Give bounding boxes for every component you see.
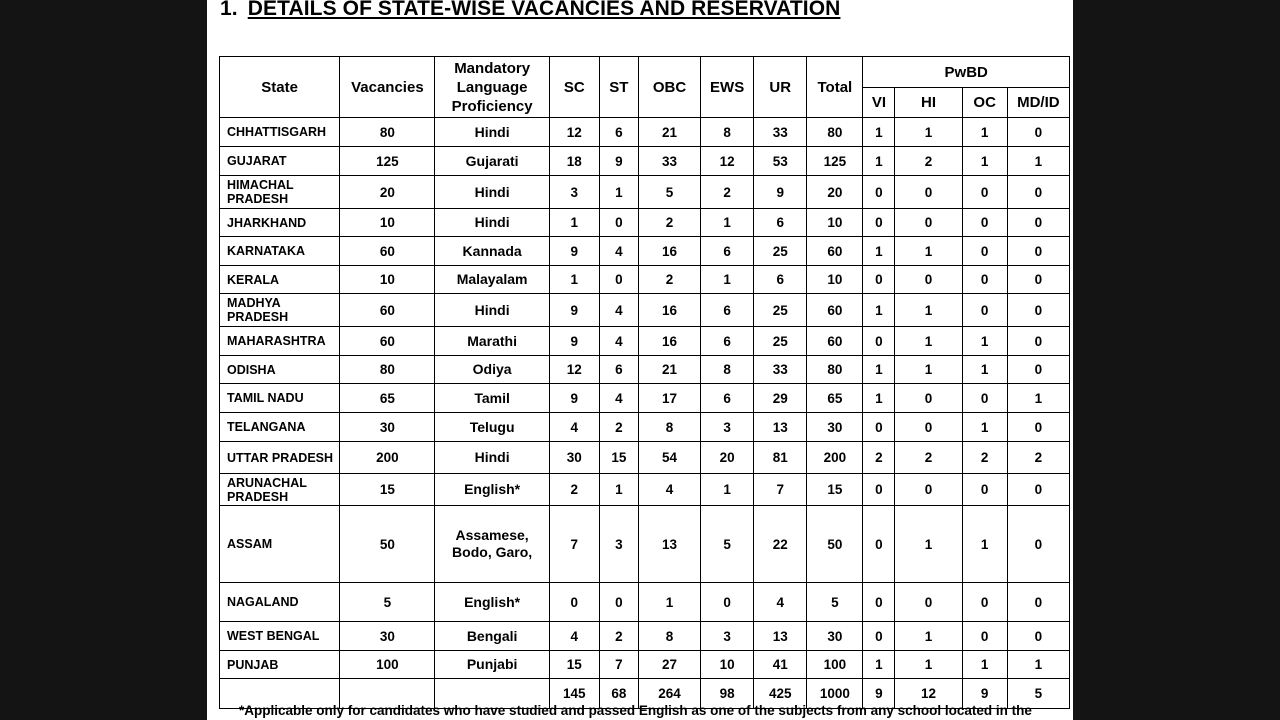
cell-ews: 2 <box>701 176 754 209</box>
cell-language: Malayalam <box>435 266 549 294</box>
cell-state: MAHARASHTRA <box>220 327 340 356</box>
cell-vi: 2 <box>863 442 895 474</box>
cell-state: HIMACHAL PRADESH <box>220 176 340 209</box>
cell-language: Telugu <box>435 413 549 442</box>
cell-oc: 1 <box>962 327 1007 356</box>
cell-mdid: 0 <box>1007 413 1069 442</box>
cell-vacancies: 60 <box>340 237 435 266</box>
cell-oc: 0 <box>962 237 1007 266</box>
cell-ur: 41 <box>754 651 807 679</box>
cell-hi: 0 <box>895 209 962 237</box>
cell-vi: 0 <box>863 474 895 506</box>
cell-st: 68 <box>599 679 638 709</box>
header-total: Total <box>807 57 863 118</box>
cell-mdid: 0 <box>1007 209 1069 237</box>
cell-ews: 98 <box>701 679 754 709</box>
cell-ur: 33 <box>754 118 807 147</box>
cell-st: 9 <box>599 147 638 176</box>
cell-vacancies: 125 <box>340 147 435 176</box>
cell-st: 2 <box>599 413 638 442</box>
cell-sc: 1 <box>549 209 599 237</box>
table-row <box>220 583 1070 622</box>
table-row <box>220 413 1070 442</box>
cell-total: 80 <box>807 118 863 147</box>
cell-st: 0 <box>599 209 638 237</box>
cell-ur: 25 <box>754 237 807 266</box>
cell-st: 0 <box>599 583 638 622</box>
cell-sc: 30 <box>549 442 599 474</box>
cell-sc: 4 <box>549 622 599 651</box>
cell-mdid: 0 <box>1007 294 1069 327</box>
cell-language: Hindi <box>435 294 549 327</box>
cell-state: TAMIL NADU <box>220 384 340 413</box>
cell-st: 4 <box>599 384 638 413</box>
cell-total: 10 <box>807 266 863 294</box>
cell-oc: 1 <box>962 356 1007 384</box>
cell-ur: 25 <box>754 327 807 356</box>
cell-ews: 3 <box>701 413 754 442</box>
cell-language: Assamese, Bodo, Garo, <box>435 506 549 583</box>
cell-vacancies: 20 <box>340 176 435 209</box>
table-row <box>220 506 1070 583</box>
cell-hi: 1 <box>895 506 962 583</box>
cell-vi: 0 <box>863 622 895 651</box>
cell-mdid: 0 <box>1007 176 1069 209</box>
cell-mdid: 2 <box>1007 442 1069 474</box>
cell-state: WEST BENGAL <box>220 622 340 651</box>
cell-sc: 15 <box>549 651 599 679</box>
cell-obc: 27 <box>638 651 700 679</box>
cell-obc: 16 <box>638 327 700 356</box>
cell-mdid: 0 <box>1007 622 1069 651</box>
table-header-row <box>220 57 1070 88</box>
cell-oc: 1 <box>962 413 1007 442</box>
cell-mdid: 0 <box>1007 356 1069 384</box>
cell-state: KARNATAKA <box>220 237 340 266</box>
table-row <box>220 474 1070 506</box>
cell-state: UTTAR PRADESH <box>220 442 340 474</box>
cell-state: ODISHA <box>220 356 340 384</box>
cell-mdid: 1 <box>1007 147 1069 176</box>
cell-hi: 0 <box>895 583 962 622</box>
cell-vacancies: 60 <box>340 294 435 327</box>
cell-sc: 12 <box>549 356 599 384</box>
cell-state: PUNJAB <box>220 651 340 679</box>
table-row <box>220 118 1070 147</box>
cell-st: 1 <box>599 176 638 209</box>
header-state: State <box>220 57 340 118</box>
cell-mdid: 0 <box>1007 583 1069 622</box>
table-row <box>220 356 1070 384</box>
cell-total: 80 <box>807 356 863 384</box>
cell-st: 7 <box>599 651 638 679</box>
cell-sc: 0 <box>549 583 599 622</box>
cell-sc: 3 <box>549 176 599 209</box>
cell-sc: 9 <box>549 294 599 327</box>
cell-hi: 1 <box>895 651 962 679</box>
cell-language: Odiya <box>435 356 549 384</box>
header-vi: VI <box>863 88 895 118</box>
cell-vacancies: 200 <box>340 442 435 474</box>
cell-ur: 81 <box>754 442 807 474</box>
cell-ews: 20 <box>701 442 754 474</box>
cell-obc: 4 <box>638 474 700 506</box>
cell-vacancies: 80 <box>340 356 435 384</box>
cell-ur: 53 <box>754 147 807 176</box>
cell-mdid: 1 <box>1007 651 1069 679</box>
cell-total: 60 <box>807 294 863 327</box>
cell-obc: 2 <box>638 266 700 294</box>
cell-vacancies: 15 <box>340 474 435 506</box>
cell-ews: 12 <box>701 147 754 176</box>
cell-oc: 0 <box>962 474 1007 506</box>
cell-sc: 145 <box>549 679 599 709</box>
cell-vacancies: 10 <box>340 209 435 237</box>
cell-vi: 0 <box>863 176 895 209</box>
section-title: DETAILS OF STATE-WISE VACANCIES AND RESERVATION <box>247 0 841 20</box>
cell-oc: 0 <box>962 209 1007 237</box>
cell-hi: 0 <box>895 474 962 506</box>
cell-state: ASSAM <box>220 506 340 583</box>
cell-st: 2 <box>599 622 638 651</box>
cell-hi: 1 <box>895 237 962 266</box>
section-number: 1. <box>220 0 238 20</box>
cell-ews: 1 <box>701 474 754 506</box>
cell-oc: 0 <box>962 176 1007 209</box>
header-mdid: MD/ID <box>1007 88 1069 118</box>
cell-vacancies: 60 <box>340 327 435 356</box>
cell-total: 65 <box>807 384 863 413</box>
cell-vi: 1 <box>863 118 895 147</box>
cell-language: Gujarati <box>435 147 549 176</box>
cell-ur: 25 <box>754 294 807 327</box>
cell-hi: 0 <box>895 176 962 209</box>
cell-obc: 54 <box>638 442 700 474</box>
cell-vi: 1 <box>863 294 895 327</box>
cell-obc: 17 <box>638 384 700 413</box>
cell-st: 0 <box>599 266 638 294</box>
cell-ews: 6 <box>701 294 754 327</box>
table-row <box>220 237 1070 266</box>
table-row <box>220 442 1070 474</box>
cell-vi: 1 <box>863 651 895 679</box>
header-ews: EWS <box>701 57 754 118</box>
cell-language: Marathi <box>435 327 549 356</box>
cell-state: MADHYA PRADESH <box>220 294 340 327</box>
cell-total: 30 <box>807 413 863 442</box>
cell-language: Tamil <box>435 384 549 413</box>
cell-mdid: 0 <box>1007 237 1069 266</box>
cell-ews: 3 <box>701 622 754 651</box>
cell-hi: 1 <box>895 327 962 356</box>
cell-st: 1 <box>599 474 638 506</box>
cell-oc: 1 <box>962 506 1007 583</box>
cell-total: 125 <box>807 147 863 176</box>
cell-ur: 7 <box>754 474 807 506</box>
cell-vi: 0 <box>863 209 895 237</box>
section-heading <box>220 0 840 21</box>
cell-obc: 2 <box>638 209 700 237</box>
cell-vacancies: 30 <box>340 622 435 651</box>
header-oc: OC <box>962 88 1007 118</box>
cell-ur: 425 <box>754 679 807 709</box>
cell-oc: 1 <box>962 118 1007 147</box>
cell-vacancies: 50 <box>340 506 435 583</box>
cell-mdid: 5 <box>1007 679 1069 709</box>
cell-hi: 0 <box>895 266 962 294</box>
cell-ur: 22 <box>754 506 807 583</box>
cell-st: 4 <box>599 294 638 327</box>
cell-sc: 12 <box>549 118 599 147</box>
cell-sc: 1 <box>549 266 599 294</box>
cell-state: JHARKHAND <box>220 209 340 237</box>
table-row <box>220 327 1070 356</box>
cell-ur: 13 <box>754 413 807 442</box>
cell-language: Hindi <box>435 176 549 209</box>
cell-ews: 1 <box>701 209 754 237</box>
cell-ews: 5 <box>701 506 754 583</box>
cell-hi: 12 <box>895 679 962 709</box>
cell-language: Hindi <box>435 442 549 474</box>
cell-mdid: 0 <box>1007 118 1069 147</box>
header-st: ST <box>599 57 638 118</box>
cell-obc: 21 <box>638 118 700 147</box>
table-row <box>220 622 1070 651</box>
cell-total: 1000 <box>807 679 863 709</box>
table-row <box>220 176 1070 209</box>
cell-ur: 29 <box>754 384 807 413</box>
cell-language: Punjabi <box>435 651 549 679</box>
cell-sc: 9 <box>549 327 599 356</box>
cell-state: GUJARAT <box>220 147 340 176</box>
cell-ews: 6 <box>701 237 754 266</box>
cell-oc: 9 <box>962 679 1007 709</box>
cell-ur: 6 <box>754 209 807 237</box>
cell-obc: 13 <box>638 506 700 583</box>
cell-ews: 6 <box>701 327 754 356</box>
cell-language: Hindi <box>435 209 549 237</box>
cell-oc: 1 <box>962 651 1007 679</box>
cell-total: 5 <box>807 583 863 622</box>
cell-hi: 2 <box>895 442 962 474</box>
table-body <box>220 118 1070 709</box>
table-row <box>220 266 1070 294</box>
cell-ur: 9 <box>754 176 807 209</box>
cell-oc: 0 <box>962 622 1007 651</box>
cell-mdid: 0 <box>1007 506 1069 583</box>
cell-hi: 1 <box>895 294 962 327</box>
cell-st: 6 <box>599 118 638 147</box>
cell-hi: 0 <box>895 413 962 442</box>
cell-mdid: 0 <box>1007 474 1069 506</box>
cell-vacancies: 65 <box>340 384 435 413</box>
cell-ews: 1 <box>701 266 754 294</box>
cell-ews: 8 <box>701 118 754 147</box>
cell-oc: 0 <box>962 583 1007 622</box>
cell-obc: 21 <box>638 356 700 384</box>
cell-sc: 9 <box>549 237 599 266</box>
cell-total: 15 <box>807 474 863 506</box>
header-language: Mandatory Language Proficiency <box>435 57 549 118</box>
table-row <box>220 651 1070 679</box>
cell-ur: 6 <box>754 266 807 294</box>
table-row <box>220 209 1070 237</box>
cell-vi: 1 <box>863 147 895 176</box>
header-sc: SC <box>549 57 599 118</box>
cell-oc: 2 <box>962 442 1007 474</box>
header-pwbd: PwBD <box>863 57 1070 88</box>
header-vacancies: Vacancies <box>340 57 435 118</box>
footnote: *Applicable only for candidates who have studied and passed English as one of the subjects from any school located in the <box>239 703 1032 718</box>
table-row <box>220 147 1070 176</box>
cell-obc: 1 <box>638 583 700 622</box>
cell-vi: 0 <box>863 506 895 583</box>
cell-total: 60 <box>807 237 863 266</box>
cell-obc: 16 <box>638 294 700 327</box>
cell-ur: 13 <box>754 622 807 651</box>
header-ur: UR <box>754 57 807 118</box>
cell-state: ARUNACHAL PRADESH <box>220 474 340 506</box>
cell-state: TELANGANA <box>220 413 340 442</box>
header-obc: OBC <box>638 57 700 118</box>
cell-oc: 0 <box>962 384 1007 413</box>
cell-state: KERALA <box>220 266 340 294</box>
cell-hi: 1 <box>895 356 962 384</box>
document-page <box>207 0 1073 720</box>
cell-mdid: 0 <box>1007 266 1069 294</box>
cell-total: 200 <box>807 442 863 474</box>
cell-hi: 0 <box>895 384 962 413</box>
cell-hi: 2 <box>895 147 962 176</box>
cell-mdid: 1 <box>1007 384 1069 413</box>
cell-total: 10 <box>807 209 863 237</box>
cell-obc: 8 <box>638 622 700 651</box>
cell-oc: 0 <box>962 266 1007 294</box>
cell-language: English* <box>435 474 549 506</box>
table-row <box>220 384 1070 413</box>
cell-language: Bengali <box>435 622 549 651</box>
cell-vi: 9 <box>863 679 895 709</box>
cell-ur: 4 <box>754 583 807 622</box>
cell-state: CHHATTISGARH <box>220 118 340 147</box>
cell-st: 4 <box>599 327 638 356</box>
cell-vi: 0 <box>863 327 895 356</box>
cell-obc: 33 <box>638 147 700 176</box>
cell-total: 100 <box>807 651 863 679</box>
cell-vi: 0 <box>863 413 895 442</box>
cell-sc: 7 <box>549 506 599 583</box>
cell-st: 4 <box>599 237 638 266</box>
cell-ews: 0 <box>701 583 754 622</box>
cell-hi: 1 <box>895 622 962 651</box>
cell-sc: 18 <box>549 147 599 176</box>
cell-hi: 1 <box>895 118 962 147</box>
cell-ur: 33 <box>754 356 807 384</box>
cell-total: 20 <box>807 176 863 209</box>
cell-obc: 5 <box>638 176 700 209</box>
cell-vacancies: 30 <box>340 413 435 442</box>
cell-vacancies: 5 <box>340 583 435 622</box>
cell-sc: 2 <box>549 474 599 506</box>
cell-vacancies: 100 <box>340 651 435 679</box>
cell-oc: 1 <box>962 147 1007 176</box>
cell-ews: 10 <box>701 651 754 679</box>
cell-language: Hindi <box>435 118 549 147</box>
cell-vi: 1 <box>863 356 895 384</box>
cell-sc: 9 <box>549 384 599 413</box>
cell-language: English* <box>435 583 549 622</box>
cell-vi: 1 <box>863 237 895 266</box>
cell-total: 60 <box>807 327 863 356</box>
cell-mdid: 0 <box>1007 327 1069 356</box>
cell-sc: 4 <box>549 413 599 442</box>
cell-obc: 8 <box>638 413 700 442</box>
table-row <box>220 294 1070 327</box>
cell-language: Kannada <box>435 237 549 266</box>
cell-total: 50 <box>807 506 863 583</box>
cell-vacancies: 10 <box>340 266 435 294</box>
cell-ews: 8 <box>701 356 754 384</box>
cell-obc: 16 <box>638 237 700 266</box>
cell-oc: 0 <box>962 294 1007 327</box>
cell-st: 15 <box>599 442 638 474</box>
cell-total: 30 <box>807 622 863 651</box>
cell-st: 3 <box>599 506 638 583</box>
cell-obc: 264 <box>638 679 700 709</box>
header-hi: HI <box>895 88 962 118</box>
cell-state: NAGALAND <box>220 583 340 622</box>
cell-vi: 1 <box>863 384 895 413</box>
cell-vacancies: 80 <box>340 118 435 147</box>
cell-vi: 0 <box>863 583 895 622</box>
cell-st: 6 <box>599 356 638 384</box>
cell-ews: 6 <box>701 384 754 413</box>
vacancy-table <box>219 56 1070 709</box>
cell-vi: 0 <box>863 266 895 294</box>
